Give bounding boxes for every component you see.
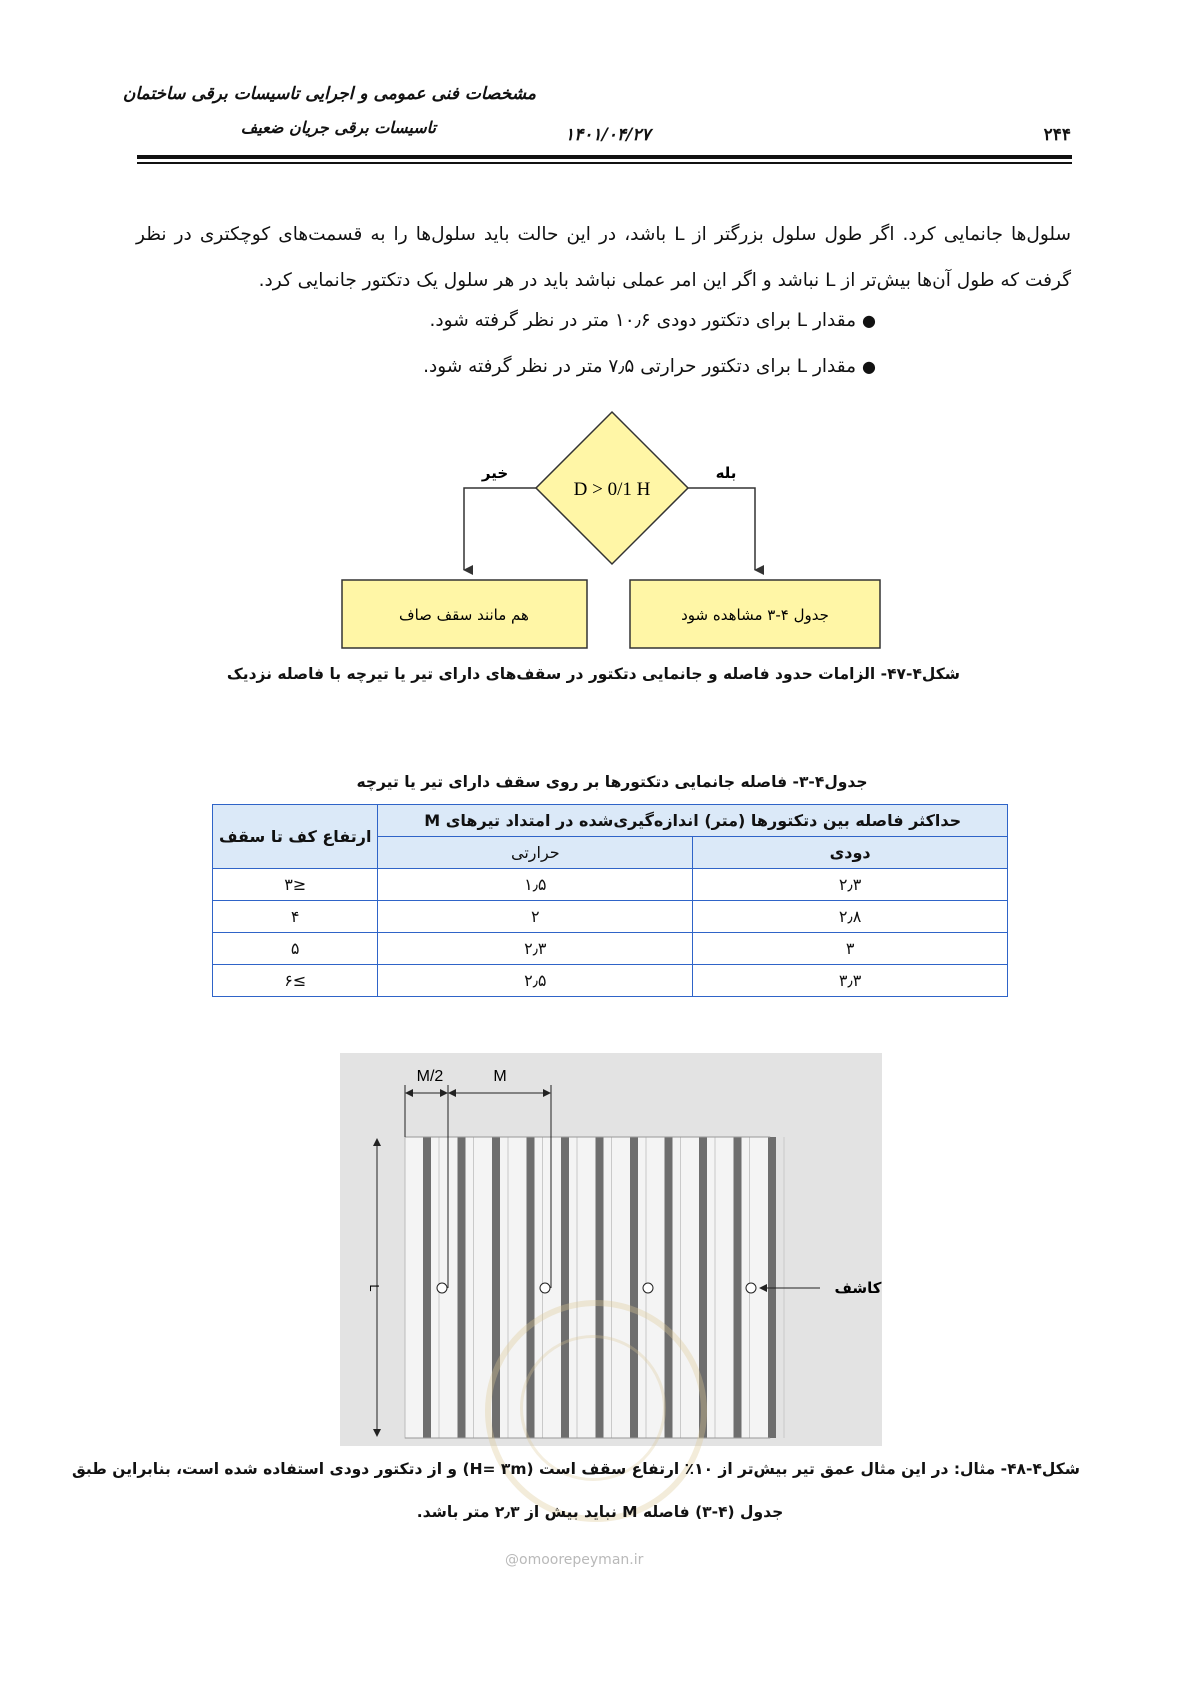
- height-cell: ۵: [213, 933, 378, 965]
- bullet-dot-icon: ●: [862, 311, 876, 330]
- body-paragraph: سلول‌ها جانمایی کرد. اگر طول سلول بزرگتر از L باشد، در این حالت باید سلول‌ها را به قسمت‌های کوچکتری در نظر گرفت که طول آن‌ها بیش‌تر از L نباشد و اگر این امر عملی نباشد باید در هر سلول یک دتکتور جانمایی کرد.: [136, 224, 1071, 291]
- thermal-cell: ۲٫۵: [378, 965, 693, 997]
- no-label: خیر: [481, 464, 509, 482]
- thermal-cell: ۲: [378, 901, 693, 933]
- document-title: مشخصات فنی عمومی و اجرایی تاسیسات برقی ساختمان: [122, 84, 536, 104]
- bullet-text: مقدار L برای دتکتور حرارتی ۷٫۵ متر در نظر گرفته شود.: [423, 356, 857, 377]
- header-smoke-cell: دودی: [693, 837, 1008, 869]
- table-row: [213, 869, 1008, 901]
- bullet-item: [423, 356, 876, 377]
- detector-label: کاشف: [834, 1279, 882, 1297]
- detector-marker: [540, 1283, 550, 1293]
- table-header-row: [213, 805, 1008, 837]
- page-number: ۲۴۴: [1043, 125, 1071, 145]
- table-row: [213, 965, 1008, 997]
- no-connector: [464, 488, 536, 570]
- height-cell: ۴: [213, 901, 378, 933]
- detector-spacing-table: [212, 804, 1008, 997]
- smoke-cell: ۳٫۳: [693, 965, 1008, 997]
- bullet-dot-icon: ●: [862, 357, 876, 376]
- m-half-label: M/2: [416, 1068, 444, 1085]
- no-outcome-text: هم مانند سقف صاف: [399, 606, 529, 624]
- decision-text: D > 0/1 H: [573, 479, 651, 500]
- header-group-cell: حداکثر فاصله بین دتکتورها (متر) اندازه‌گیری‌شده در امتداد تیرهای M: [378, 805, 1008, 837]
- ceiling-beam: [734, 1137, 742, 1438]
- figure-caption-line: جدول (۴-۳) فاصله M نباید بیش از ۲٫۳ متر باشد.: [416, 1503, 784, 1521]
- watermark-text: @omoorepeyman.ir: [505, 1552, 644, 1568]
- smoke-cell: ۲٫۸: [693, 901, 1008, 933]
- flowchart-diagram: [330, 405, 890, 655]
- height-cell: ≥۶: [213, 965, 378, 997]
- yes-label: بله: [715, 464, 737, 482]
- ceiling-beam: [423, 1137, 431, 1438]
- detector-marker: [437, 1283, 447, 1293]
- m-label: M: [493, 1068, 507, 1085]
- table-row: [213, 901, 1008, 933]
- header-thermal-cell: حرارتی: [378, 837, 693, 869]
- thermal-cell: ۱٫۵: [378, 869, 693, 901]
- bullet-text: مقدار L برای دتکتور دودی ۱۰٫۶ متر در نظر گرفته شود.: [429, 310, 857, 331]
- table-caption: جدول۴-۳- فاصله جانمایی دتکتورها بر روی سقف دارای تیر یا تیرچه: [356, 773, 868, 791]
- ceiling-beam: [458, 1137, 466, 1438]
- figure-caption-line: شکل۴-۴۸- مثال: در این مثال عمق تیر بیش‌تر از ۱۰٪ ارتفاع سقف است (H= ۳m) و از دتکتور دودی استفاده شده است، بنابراین طبق: [71, 1460, 1080, 1478]
- header-height-cell: ارتفاع کف تا سقف: [213, 805, 378, 869]
- thermal-cell: ۲٫۳: [378, 933, 693, 965]
- bullet-item: [430, 310, 876, 331]
- document-subtitle: تاسیسات برقی جریان ضعیف: [240, 118, 436, 137]
- smoke-cell: ۳: [693, 933, 1008, 965]
- header-rule-thin: [137, 162, 1072, 164]
- detector-marker: [746, 1283, 756, 1293]
- header-rule-thick: [137, 155, 1072, 159]
- table-row: [213, 933, 1008, 965]
- smoke-cell: ۲٫۳: [693, 869, 1008, 901]
- height-cell: ≤۳: [213, 869, 378, 901]
- detector-marker: [643, 1283, 653, 1293]
- yes-outcome-text: جدول ۴-۳ مشاهده شود: [681, 606, 829, 624]
- l-label: L: [367, 1284, 382, 1292]
- document-date: ۱۴۰۱/۰۴/۲۷: [565, 125, 651, 145]
- yes-connector: [688, 488, 755, 570]
- figure-caption: شکل۴-۴۷- الزامات حدود فاصله و جانمایی دتکتور در سقف‌های دارای تیر یا تیرچه با فاصله نزدیک: [226, 665, 960, 683]
